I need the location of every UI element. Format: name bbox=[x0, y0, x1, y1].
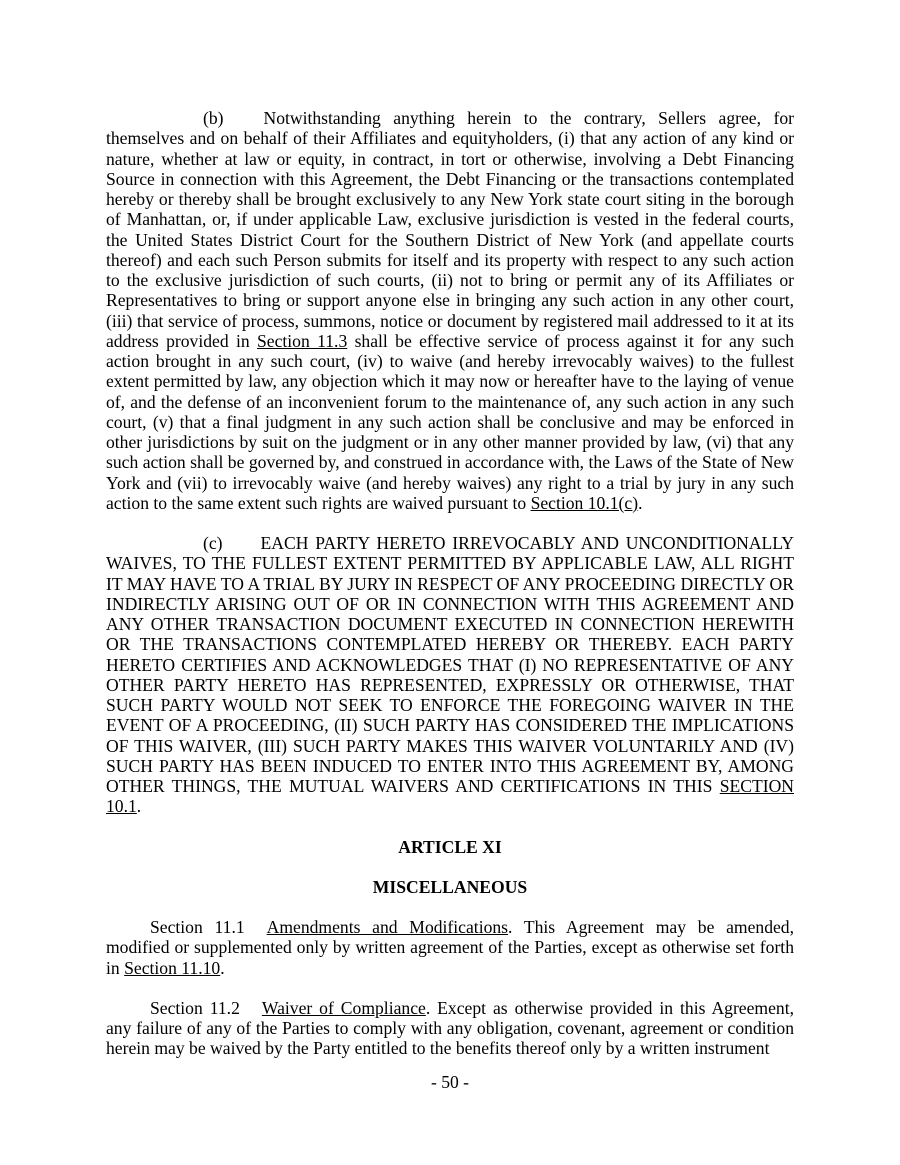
section-11-1-paragraph bbox=[106, 917, 794, 978]
section-11-2-label: Section 11.2 bbox=[150, 997, 240, 1018]
section-reference: Amendments and Modifications bbox=[266, 917, 509, 937]
section-reference: Section 11.3 bbox=[257, 330, 348, 351]
text-run: EACH PARTY HERETO IRREVOCABLY AND UNCONDITIONALLY WAIVES, TO THE FULLEST EXTENT PERMITTED BY APPLICABLE LAW, ALL RIGHT IT MAY HAVE TO A TRIAL BY JURY IN RESPECT OF ANY PROCEEDING DIRECTLY OR INDIRECTLY ARISING OUT OF OR IN CONNECTION WITH THIS AGREEMENT AND ANY OTHER TRANSACTION DOCUMENT EXECUTED IN CONNECTION HEREWITH OR THE TRANSACTIONS CONTEMPLATED HEREBY OR THEREBY. EACH PARTY HERETO CERTIFIES AND ACKNOWLEDGES THAT (I) NO REPRESENTATIVE OF ANY OTHER PARTY HERETO HAS REPRESENTED, EXPRESSLY OR OTHERWISE, THAT SUCH PARTY WOULD NOT SEEK TO ENFORCE THE FOREGOING WAIVER IN THE EVENT OF A PROCEEDING, (II) SUCH PARTY HAS CONSIDERED THE IMPLICATIONS OF THIS WAIVER, (III) SUCH PARTY MAKES THIS WAIVER VOLUNTARILY AND (IV) SUCH PARTY HAS BEEN INDUCED TO ENTER INTO THIS AGREEMENT BY, AMONG OTHER THINGS, THE MUTUAL WAIVERS AND CERTIFICATIONS IN THIS bbox=[106, 533, 794, 796]
paragraph-c bbox=[106, 533, 794, 817]
section-11-2-paragraph bbox=[106, 998, 794, 1059]
section-reference: SECTION 10.1 bbox=[106, 776, 794, 817]
paragraph-c-text bbox=[106, 533, 794, 816]
text-run: . Except as otherwise provided in this Agreement, any failure of any of the Parties to comply with any obligation, covenant, agreement or condition herein may be waived by the Party entitled to the benefits thereof only by a written instrument bbox=[106, 997, 795, 1059]
text-run: shall be effective service of process against it for any such action brought in any such court, (iv) to waive (and hereby irrevocably waives) to the fullest extent permitted by law, any objection which it may now or hereafter have to the laying of venue of, and the defense of an inconvenient forum to the maintenance of, any such action in any such court, (v) that a final judgment in any such action shall be conclusive and may be enforced in other jurisdictions by suit on the judgment or in any other manner provided by law, (vi) that any such action shall be governed by, and construed in accordance with, the Laws of the State of New York and (vii) to irrevocably waive (and hereby waives) any right to a trial by jury in any such action to the same extent such rights are waived pursuant to bbox=[106, 330, 794, 513]
text-run: . bbox=[220, 957, 225, 978]
miscellaneous-heading: MISCELLANEOUS bbox=[372, 876, 528, 897]
text-run: Notwithstanding anything herein to the contrary, Sellers agree, for themselves and on behalf of their Affiliates and equityholders, (i) that any action of any kind or nature, whether at law or equity, in contract, in tort or otherwise, involving a Debt Financing Source in connection with this Agreement, the Debt Financing or the transactions contemplated hereby or thereby shall be brought exclusively to any New York state court siting in the borough of Manhattan, or, if under applicable Law, exclusive jurisdiction is vested in the federal courts, the United States District Court for the Southern District of New York (and appellate courts thereof) and each such Person submits for itself and its property with respect to any such action to the exclusive jurisdiction of such courts, (ii) not to bring or permit any of its Affiliates or Representatives to bring or support anyone else in bringing any such action in any other court, (iii) that service of process, summons, notice or document by registered mail addressed to it at its address provided in bbox=[106, 108, 794, 351]
page-number: - 50 - bbox=[430, 1072, 470, 1092]
section-reference: Waiver of Compliance bbox=[261, 997, 426, 1018]
paragraph-b bbox=[106, 108, 794, 513]
section-reference: Section 11.10 bbox=[124, 957, 221, 978]
paragraph-c-label: (c) bbox=[203, 533, 223, 553]
text-run: . This Agreement may be amended, modified or supplemented only by written agreement of the Parties, except as otherwise set forth in bbox=[106, 917, 794, 978]
article-heading: ARTICLE XI bbox=[398, 836, 502, 857]
text-run: . bbox=[638, 492, 643, 513]
text-run: . bbox=[136, 796, 142, 817]
section-11-1-label: Section 11.1 bbox=[150, 917, 245, 937]
paragraph-b-label: (b) bbox=[203, 108, 224, 128]
section-reference: Section 10.1(c) bbox=[530, 492, 639, 513]
page-body bbox=[106, 108, 794, 1079]
paragraph-b-text bbox=[106, 108, 794, 513]
